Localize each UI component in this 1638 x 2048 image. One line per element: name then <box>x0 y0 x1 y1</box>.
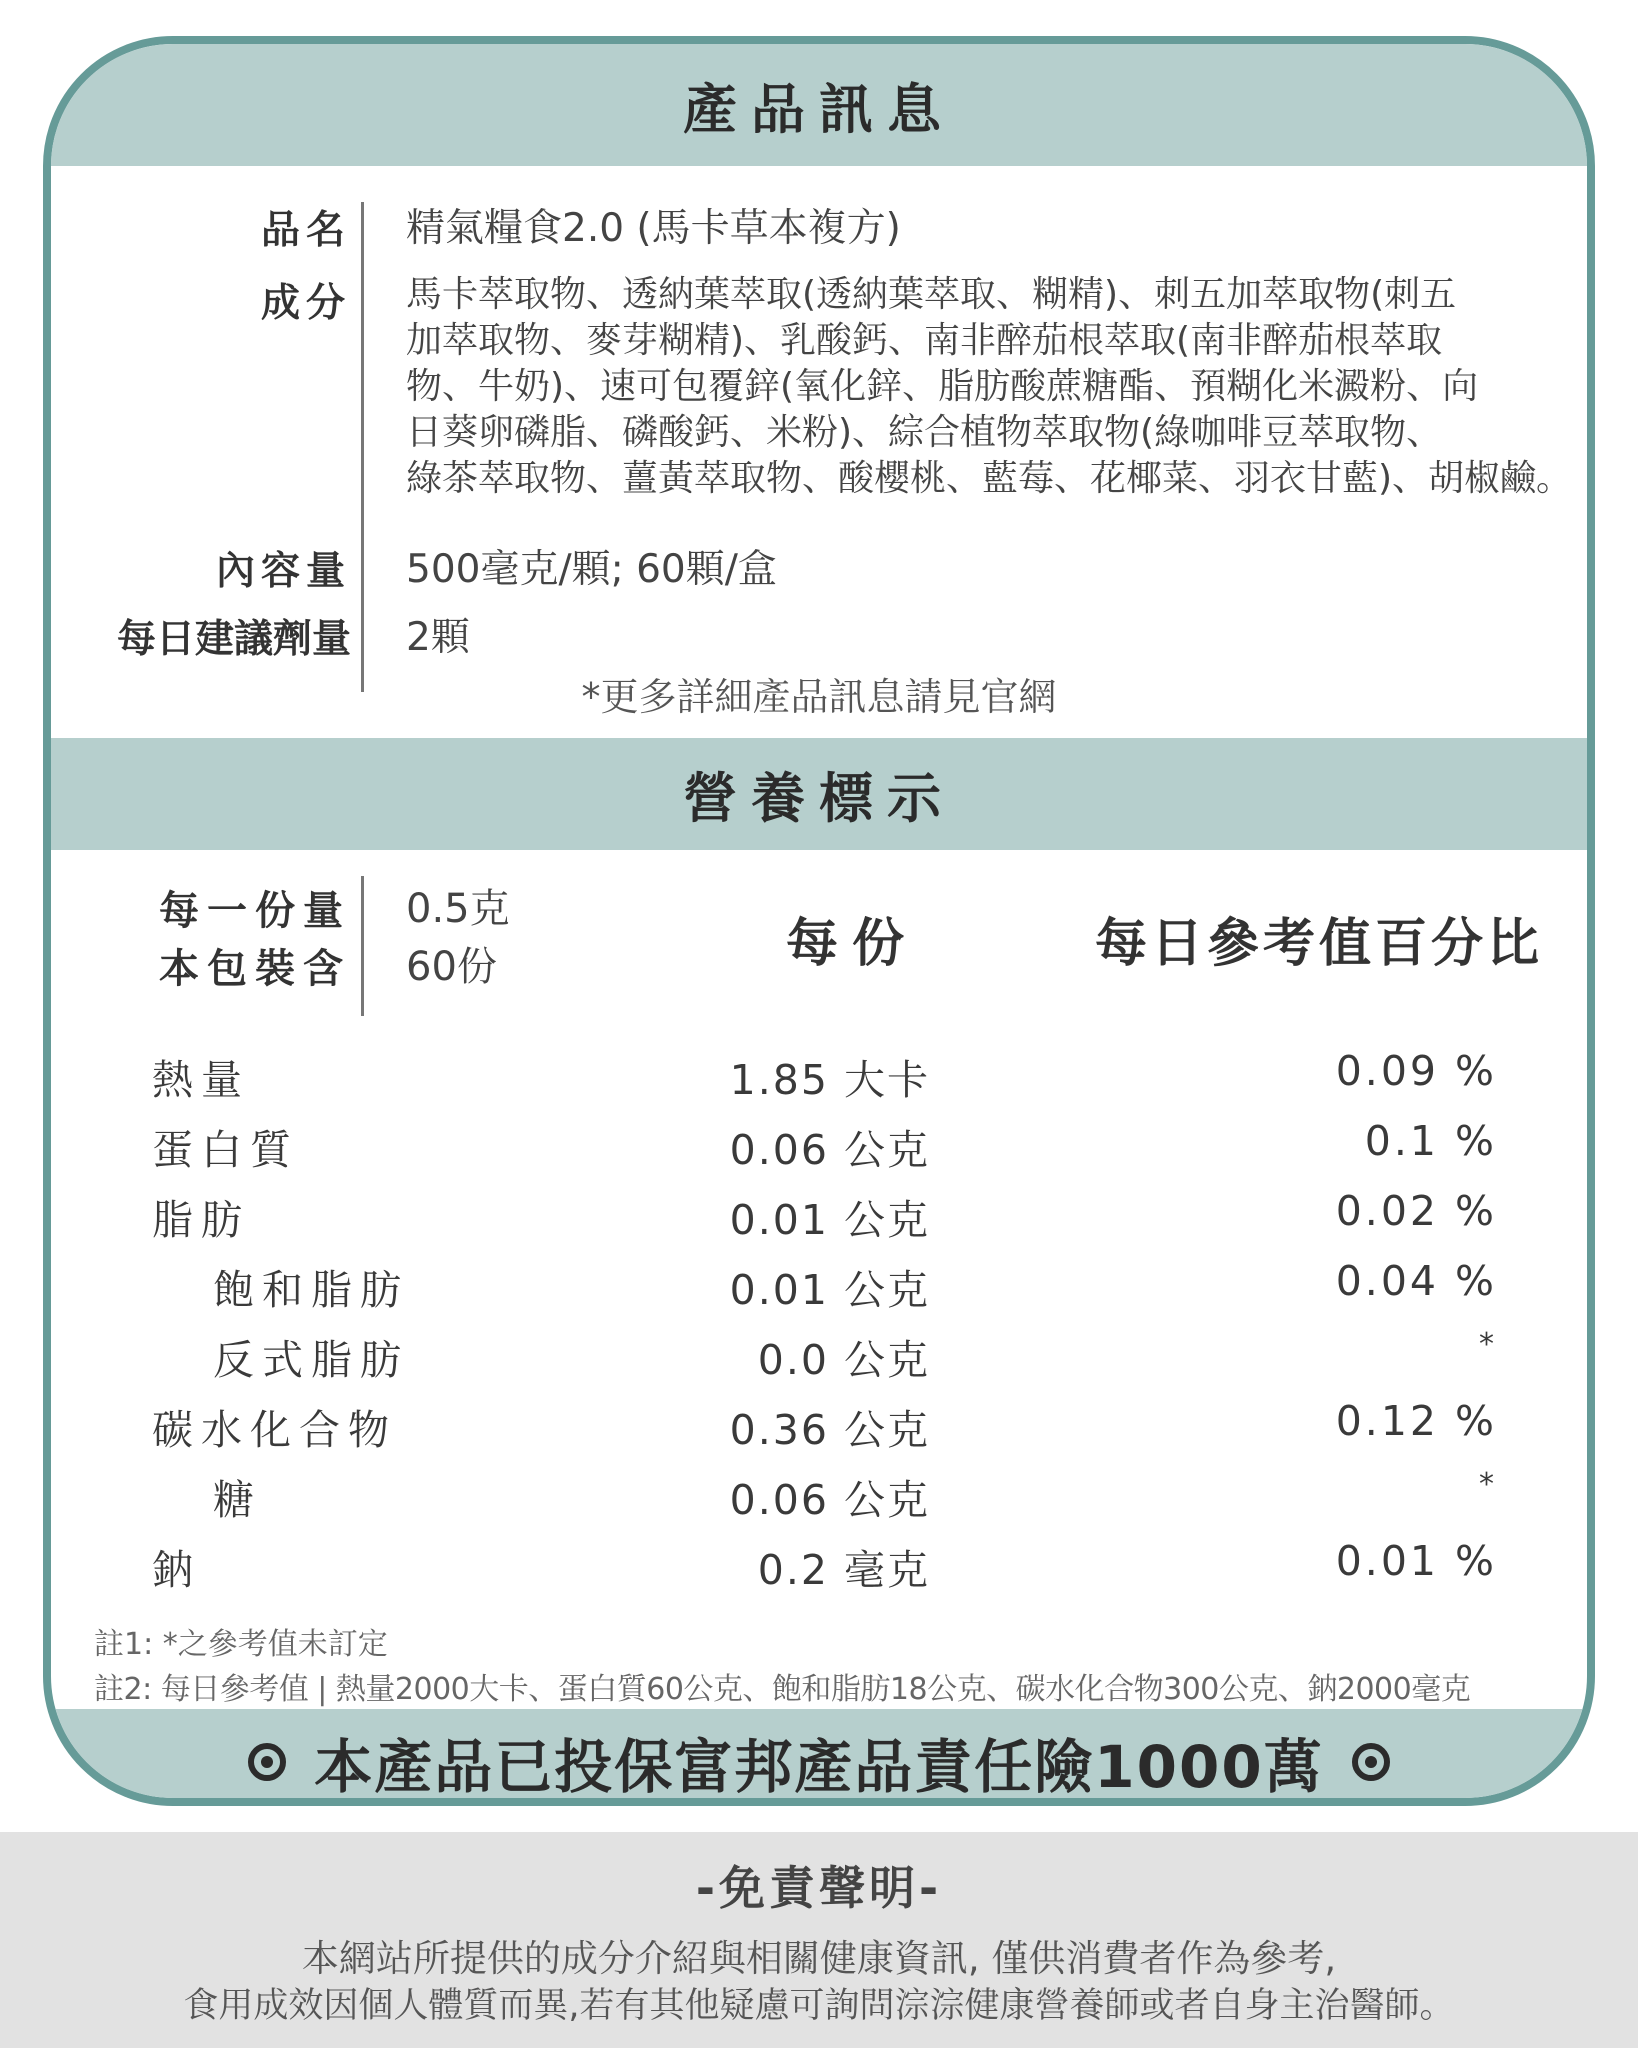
ingredients-line: 日葵卵磷脂、磷酸鈣、米粉)、綜合植物萃取物(綠咖啡豆萃取物、 <box>406 412 1443 453</box>
nutrient-per-serving: 0.0 公克 <box>757 1336 930 1384</box>
product-info-title: 產品訊息 <box>683 77 955 141</box>
name-value: 精氣糧食2.0 (馬卡草本複方) <box>406 206 901 251</box>
disclaimer-line: 本網站所提供的成分介紹與相關健康資訊, 僅供消費者作為參考, <box>301 1937 1337 1980</box>
nutrient-daily-value: 0.09 % <box>1335 1047 1497 1095</box>
footnote-2: 註2: 每日參考值 | 熱量2000大卡、蛋白質60公克、飽和脂肪18公克、碳水化合物300公克、鈉2000毫克 <box>94 1672 1471 1707</box>
ingredients-text <box>406 272 1573 502</box>
disclaimer-section <box>0 1832 1638 2048</box>
daily-value-header: 每日參考值百分比 <box>1095 914 1544 974</box>
bullseye-icon <box>248 1743 286 1781</box>
nutrient-daily-value: 0.02 % <box>1335 1187 1497 1235</box>
more-info-note: *更多詳細產品訊息請見官網 <box>581 675 1057 719</box>
nutrient-daily-value: 0.04 % <box>1335 1257 1497 1305</box>
nutrient-daily-value: 0.01 % <box>1335 1537 1497 1585</box>
nutrition-header <box>51 738 1587 850</box>
insurance-banner <box>51 1709 1587 1806</box>
servings-per-package-value: 60份 <box>406 944 497 990</box>
nutrient-name: 飽和脂肪 <box>213 1266 409 1314</box>
product-card <box>43 36 1595 1806</box>
bullseye-icon <box>1352 1743 1390 1781</box>
ingredients-line: 加萃取物、麥芽糊精)、乳酸鈣、南非醉茄根萃取(南非醉茄根萃取 <box>406 320 1443 361</box>
servings-per-package-label: 本包裝含 <box>159 946 351 992</box>
insurance-text: 本產品已投保富邦產品責任險1000萬 <box>314 1732 1324 1801</box>
nutrient-name: 脂肪 <box>152 1196 250 1244</box>
nutrient-daily-value: 0.12 % <box>1335 1397 1497 1445</box>
ingredients-label: 成分 <box>260 281 351 326</box>
nutrient-daily-value: * <box>1479 1327 1497 1362</box>
nutrient-per-serving: 0.36 公克 <box>729 1406 930 1454</box>
nutrient-per-serving: 0.01 公克 <box>729 1196 930 1244</box>
nutrient-per-serving: 0.06 公克 <box>729 1476 930 1524</box>
serving-divider <box>361 876 364 1016</box>
ingredients-line: 綠茶萃取物、薑黃萃取物、酸櫻桃、藍莓、花椰菜、羽衣甘藍)、胡椒鹼。 <box>406 458 1573 499</box>
per-serving-header: 每份 <box>786 914 919 974</box>
content-label: 內容量 <box>215 549 351 594</box>
nutrition-title: 營養標示 <box>683 766 955 830</box>
nutrient-per-serving: 0.2 毫克 <box>757 1546 930 1594</box>
nutrient-name: 反式脂肪 <box>213 1336 409 1384</box>
nutrient-per-serving: 1.85 大卡 <box>729 1056 930 1104</box>
disclaimer-title: -免責聲明- <box>695 1861 943 1915</box>
disclaimer-line: 食用成效因個人體質而異,若有其他疑慮可詢問淙淙健康營養師或者自身主治醫師。 <box>183 1986 1455 2026</box>
content-value: 500毫克/顆; 60顆/盒 <box>406 547 777 592</box>
nutrient-per-serving: 0.01 公克 <box>729 1266 930 1314</box>
ingredients-line: 物、牛奶)、速可包覆鋅(氧化鋅、脂肪酸蔗糖酯、預糊化米澱粉、向 <box>406 366 1479 407</box>
nutrient-name: 碳水化合物 <box>152 1406 397 1454</box>
name-label: 品名 <box>260 208 351 253</box>
nutrient-name: 鈉 <box>152 1546 201 1594</box>
daily-dose-value: 2顆 <box>406 615 470 660</box>
nutrient-per-serving: 0.06 公克 <box>729 1126 930 1174</box>
footnote-1: 註1: *之參考值未訂定 <box>94 1627 388 1662</box>
product-info-header <box>51 44 1587 166</box>
info-divider <box>361 202 364 692</box>
serving-size-value: 0.5克 <box>406 886 510 932</box>
daily-dose-label: 每日建議劑量 <box>116 617 351 662</box>
serving-size-label: 每一份量 <box>159 888 351 934</box>
nutrient-daily-value: 0.1 % <box>1364 1117 1497 1165</box>
nutrient-name: 熱量 <box>152 1056 250 1104</box>
nutrient-name: 糖 <box>213 1476 262 1524</box>
ingredients-line: 馬卡萃取物、透納葉萃取(透納葉萃取、糊精)、刺五加萃取物(刺五 <box>406 274 1457 315</box>
nutrient-daily-value: * <box>1479 1467 1497 1502</box>
nutrient-name: 蛋白質 <box>152 1126 299 1174</box>
